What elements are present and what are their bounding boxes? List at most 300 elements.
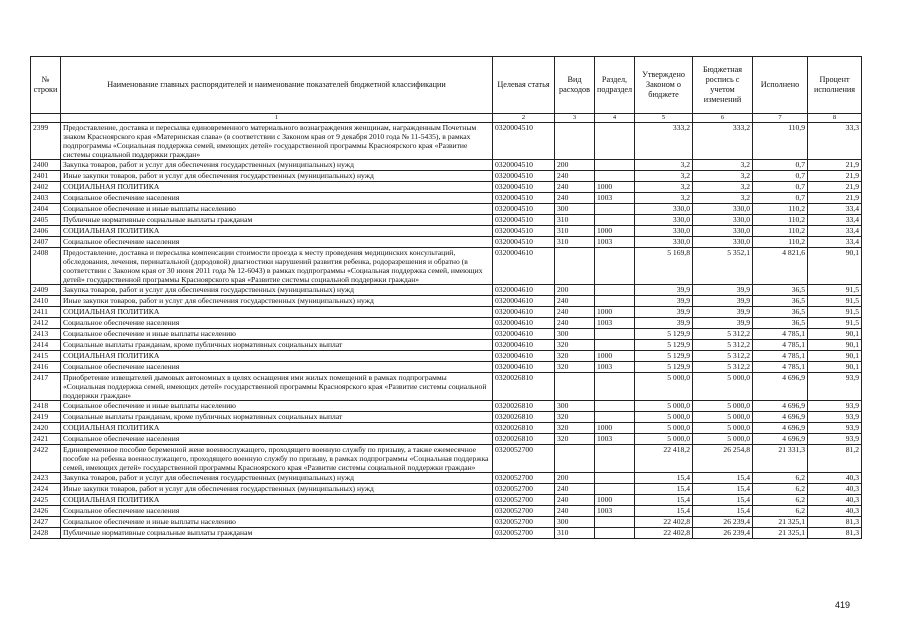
executed-cell: 0,7 (753, 182, 808, 193)
executed-cell: 36,5 (753, 318, 808, 329)
table-row (31, 171, 862, 182)
approved-cell: 3,2 (635, 182, 693, 193)
budget-schedule-cell: 39,9 (693, 296, 753, 307)
budget-schedule-cell: 39,9 (693, 307, 753, 318)
executed-cell: 0,7 (753, 160, 808, 171)
table-row (31, 329, 862, 340)
expense-type-cell: 240 (555, 182, 595, 193)
target-article-cell: 0320026810 (493, 412, 555, 423)
approved-cell: 39,9 (635, 318, 693, 329)
executed-cell: 4 696,9 (753, 373, 808, 401)
section-cell (595, 373, 635, 401)
table-row (31, 517, 862, 528)
section-cell: 1003 (595, 362, 635, 373)
target-article-cell: 0320004510 (493, 193, 555, 204)
page-number: 419 (835, 600, 851, 610)
indicator-name-cell: СОЦИАЛЬНАЯ ПОЛИТИКА (61, 495, 493, 506)
budget-schedule-cell: 330,0 (693, 226, 753, 237)
executed-cell: 6,2 (753, 506, 808, 517)
expense-type-cell: 320 (555, 423, 595, 434)
table-row (31, 296, 862, 307)
execution-percent-cell: 33,4 (808, 226, 862, 237)
row-number-cell: 2418 (31, 401, 61, 412)
section-cell: 1003 (595, 237, 635, 248)
table-row (31, 401, 862, 412)
table-row (31, 373, 862, 401)
indicator-name-cell: Социальное обеспечение и иные выплаты населению (61, 204, 493, 215)
budget-schedule-cell: 5 312,2 (693, 340, 753, 351)
target-article-cell: 0320004610 (493, 296, 555, 307)
row-number-cell: 2409 (31, 285, 61, 296)
approved-cell: 39,9 (635, 296, 693, 307)
budget-table (30, 56, 862, 539)
expense-type-cell: 310 (555, 528, 595, 539)
target-article-cell: 0320004510 (493, 226, 555, 237)
table-row (31, 495, 862, 506)
execution-percent-cell: 40,3 (808, 473, 862, 484)
row-number-cell: 2401 (31, 171, 61, 182)
table-row (31, 412, 862, 423)
budget-schedule-cell: 39,9 (693, 318, 753, 329)
executed-cell: 0,7 (753, 193, 808, 204)
execution-percent-cell: 21,9 (808, 193, 862, 204)
indicator-name-cell: Социальное обеспечение населения (61, 434, 493, 445)
target-article-cell: 0320004610 (493, 285, 555, 296)
row-number-cell: 2400 (31, 160, 61, 171)
table-row (31, 423, 862, 434)
section-cell (595, 123, 635, 160)
table-row (31, 237, 862, 248)
approved-cell: 5 000,0 (635, 434, 693, 445)
header-target-article: Целевая статья (493, 57, 555, 114)
expense-type-cell: 300 (555, 329, 595, 340)
expense-type-cell: 240 (555, 193, 595, 204)
table-row (31, 340, 862, 351)
executed-cell: 4 696,9 (753, 401, 808, 412)
target-article-cell: 0320004510 (493, 123, 555, 160)
section-cell (595, 445, 635, 473)
indicator-name-cell: СОЦИАЛЬНАЯ ПОЛИТИКА (61, 307, 493, 318)
executed-cell: 4 696,9 (753, 412, 808, 423)
row-number-cell: 2405 (31, 215, 61, 226)
table-row (31, 434, 862, 445)
execution-percent-cell: 93,9 (808, 401, 862, 412)
executed-cell: 4 821,6 (753, 248, 808, 285)
section-cell (595, 204, 635, 215)
executed-cell: 36,5 (753, 296, 808, 307)
executed-cell: 0,7 (753, 171, 808, 182)
budget-schedule-cell: 5 312,2 (693, 351, 753, 362)
approved-cell: 15,4 (635, 473, 693, 484)
header-row (31, 57, 862, 114)
approved-cell: 5 129,9 (635, 351, 693, 362)
target-article-cell: 0320026810 (493, 423, 555, 434)
target-article-cell: 0320052700 (493, 495, 555, 506)
target-article-cell: 0320004510 (493, 182, 555, 193)
executed-cell: 110,9 (753, 123, 808, 160)
indicator-name-cell: Иные закупки товаров, работ и услуг для обеспечения государственных (муниципальных) нужд (61, 484, 493, 495)
indicator-name-cell: Публичные нормативные социальные выплаты гражданам (61, 528, 493, 539)
approved-cell: 5 000,0 (635, 412, 693, 423)
section-cell (595, 329, 635, 340)
indicator-name-cell: СОЦИАЛЬНАЯ ПОЛИТИКА (61, 423, 493, 434)
budget-schedule-cell: 5 312,2 (693, 329, 753, 340)
executed-cell: 6,2 (753, 473, 808, 484)
approved-cell: 5 000,0 (635, 423, 693, 434)
indicator-name-cell: Социальные выплаты гражданам, кроме публичных нормативных социальных выплат (61, 340, 493, 351)
execution-percent-cell: 21,9 (808, 171, 862, 182)
section-cell (595, 473, 635, 484)
row-number-cell: 2402 (31, 182, 61, 193)
budget-schedule-cell: 26 239,4 (693, 528, 753, 539)
row-number-cell: 2413 (31, 329, 61, 340)
execution-percent-cell: 91,5 (808, 296, 862, 307)
expense-type-cell: 320 (555, 434, 595, 445)
table-row (31, 484, 862, 495)
section-cell (595, 484, 635, 495)
executed-cell: 110,2 (753, 237, 808, 248)
target-article-cell: 0320004610 (493, 318, 555, 329)
executed-cell: 21 325,1 (753, 528, 808, 539)
section-cell: 1003 (595, 318, 635, 329)
target-article-cell: 0320026810 (493, 401, 555, 412)
table-row (31, 226, 862, 237)
expense-type-cell (555, 445, 595, 473)
column-number: 4 (595, 114, 635, 123)
column-number: 8 (808, 114, 862, 123)
section-cell (595, 160, 635, 171)
indicator-name-cell: Социальные выплаты гражданам, кроме публичных нормативных социальных выплат (61, 412, 493, 423)
column-number-row (31, 114, 862, 123)
execution-percent-cell: 91,5 (808, 318, 862, 329)
budget-schedule-cell: 330,0 (693, 237, 753, 248)
approved-cell: 330,0 (635, 237, 693, 248)
executed-cell: 110,2 (753, 204, 808, 215)
indicator-name-cell: Социальное обеспечение населения (61, 193, 493, 204)
indicator-name-cell: Социальное обеспечение и иные выплаты населению (61, 401, 493, 412)
row-number-cell: 2420 (31, 423, 61, 434)
executed-cell: 21 331,3 (753, 445, 808, 473)
row-number-cell: 2411 (31, 307, 61, 318)
execution-percent-cell: 81,3 (808, 517, 862, 528)
row-number-cell: 2426 (31, 506, 61, 517)
indicator-name-cell: Социальное обеспечение населения (61, 506, 493, 517)
executed-cell: 4 785,1 (753, 329, 808, 340)
indicator-name-cell: СОЦИАЛЬНАЯ ПОЛИТИКА (61, 226, 493, 237)
approved-cell: 15,4 (635, 484, 693, 495)
indicator-name-cell: Иные закупки товаров, работ и услуг для обеспечения государственных (муниципальных) нужд (61, 171, 493, 182)
table-row (31, 204, 862, 215)
execution-percent-cell: 93,9 (808, 373, 862, 401)
approved-cell: 39,9 (635, 307, 693, 318)
indicator-name-cell: Иные закупки товаров, работ и услуг для обеспечения государственных (муниципальных) нужд (61, 296, 493, 307)
approved-cell: 5 129,9 (635, 340, 693, 351)
row-number-cell: 2419 (31, 412, 61, 423)
execution-percent-cell: 93,9 (808, 423, 862, 434)
table-row (31, 506, 862, 517)
row-number-cell: 2415 (31, 351, 61, 362)
indicator-name-cell: Приобретение извещателей дымовых автономных в целях оснащения ими жилых помещений в рамках подпрограммы «Социальная поддержка семей, имеющих детей» государственной программы Красноярского края «Развитие системы социальной поддержки граждан» (61, 373, 493, 401)
table-row (31, 248, 862, 285)
section-cell: 1003 (595, 434, 635, 445)
approved-cell: 5 000,0 (635, 401, 693, 412)
budget-schedule-cell: 3,2 (693, 193, 753, 204)
row-number-cell: 2425 (31, 495, 61, 506)
table-row (31, 362, 862, 373)
approved-cell: 15,4 (635, 495, 693, 506)
row-number-cell: 2399 (31, 123, 61, 160)
executed-cell: 4 785,1 (753, 340, 808, 351)
target-article-cell: 0320052700 (493, 445, 555, 473)
target-article-cell: 0320026810 (493, 373, 555, 401)
section-cell (595, 528, 635, 539)
row-number-cell: 2408 (31, 248, 61, 285)
target-article-cell: 0320052700 (493, 506, 555, 517)
execution-percent-cell: 40,3 (808, 495, 862, 506)
approved-cell: 5 129,9 (635, 329, 693, 340)
budget-schedule-cell: 330,0 (693, 215, 753, 226)
row-number-cell: 2422 (31, 445, 61, 473)
execution-percent-cell: 90,1 (808, 362, 862, 373)
executed-cell: 4 696,9 (753, 423, 808, 434)
budget-schedule-cell: 5 000,0 (693, 373, 753, 401)
executed-cell: 110,2 (753, 215, 808, 226)
execution-percent-cell: 33,4 (808, 204, 862, 215)
table-row (31, 160, 862, 171)
section-cell (595, 517, 635, 528)
target-article-cell: 0320052700 (493, 528, 555, 539)
execution-percent-cell: 33,3 (808, 123, 862, 160)
approved-cell: 3,2 (635, 193, 693, 204)
executed-cell: 6,2 (753, 484, 808, 495)
section-cell: 1003 (595, 193, 635, 204)
row-number-cell: 2421 (31, 434, 61, 445)
row-number-cell: 2406 (31, 226, 61, 237)
expense-type-cell: 200 (555, 473, 595, 484)
row-number-cell: 2428 (31, 528, 61, 539)
execution-percent-cell: 91,5 (808, 285, 862, 296)
header-row-number: № строки (31, 57, 61, 114)
section-cell (595, 215, 635, 226)
budget-schedule-cell: 5 352,1 (693, 248, 753, 285)
row-number-cell: 2414 (31, 340, 61, 351)
indicator-name-cell: Публичные нормативные социальные выплаты гражданам (61, 215, 493, 226)
budget-schedule-cell: 3,2 (693, 171, 753, 182)
approved-cell: 5 169,8 (635, 248, 693, 285)
expense-type-cell (555, 123, 595, 160)
table-row (31, 351, 862, 362)
row-number-cell: 2404 (31, 204, 61, 215)
section-cell (595, 296, 635, 307)
executed-cell: 110,2 (753, 226, 808, 237)
indicator-name-cell: Социальное обеспечение населения (61, 362, 493, 373)
header-expense-type: Вид расходов (555, 57, 595, 114)
target-article-cell: 0320004510 (493, 237, 555, 248)
execution-percent-cell: 40,3 (808, 484, 862, 495)
expense-type-cell: 240 (555, 318, 595, 329)
approved-cell: 5 000,0 (635, 373, 693, 401)
row-number-cell: 2423 (31, 473, 61, 484)
indicator-name-cell: Предоставление, доставка и пересылка единовременного материального вознаграждения женщинам, награжденным Почетным знаком Красноярского края «Материнская слава» (в соответствии с Законом края от 9 декабря 2010 года № 11-5435), в рамках подпрограммы «Социальная поддержка семей, имеющих детей» государственной программы Красноярского края «Развитие системы социальной поддержки граждан» (61, 123, 493, 160)
expense-type-cell: 300 (555, 517, 595, 528)
target-article-cell: 0320004510 (493, 171, 555, 182)
execution-percent-cell: 40,3 (808, 506, 862, 517)
budget-schedule-cell: 333,2 (693, 123, 753, 160)
budget-schedule-cell: 5 000,0 (693, 423, 753, 434)
approved-cell: 15,4 (635, 506, 693, 517)
executed-cell: 36,5 (753, 307, 808, 318)
column-number: 6 (693, 114, 753, 123)
budget-schedule-cell: 3,2 (693, 160, 753, 171)
execution-percent-cell: 21,9 (808, 160, 862, 171)
approved-cell: 333,2 (635, 123, 693, 160)
section-cell: 1000 (595, 182, 635, 193)
row-number-cell: 2410 (31, 296, 61, 307)
execution-percent-cell: 91,5 (808, 307, 862, 318)
table-row (31, 445, 862, 473)
row-number-cell: 2407 (31, 237, 61, 248)
executed-cell: 36,5 (753, 285, 808, 296)
expense-type-cell: 240 (555, 495, 595, 506)
row-number-cell: 2416 (31, 362, 61, 373)
approved-cell: 330,0 (635, 215, 693, 226)
expense-type-cell (555, 248, 595, 285)
column-number: 5 (635, 114, 693, 123)
indicator-name-cell: Закупка товаров, работ и услуг для обеспечения государственных (муниципальных) нужд (61, 160, 493, 171)
header-indicator-name: Наименование главных распорядителей и наименование показателей бюджетной классификации (61, 57, 493, 114)
approved-cell: 22 418,2 (635, 445, 693, 473)
target-article-cell: 0320004510 (493, 215, 555, 226)
target-article-cell: 0320004610 (493, 340, 555, 351)
expense-type-cell: 240 (555, 296, 595, 307)
table-row (31, 473, 862, 484)
section-cell (595, 412, 635, 423)
budget-schedule-cell: 26 239,4 (693, 517, 753, 528)
section-cell (595, 401, 635, 412)
section-cell: 1000 (595, 226, 635, 237)
table-row (31, 182, 862, 193)
target-article-cell: 0320004610 (493, 351, 555, 362)
header-approved: Утверждено Законом о бюджете (635, 57, 693, 114)
budget-schedule-cell: 5 000,0 (693, 434, 753, 445)
execution-percent-cell: 81,2 (808, 445, 862, 473)
expense-type-cell: 310 (555, 237, 595, 248)
section-cell: 1003 (595, 506, 635, 517)
section-cell (595, 285, 635, 296)
expense-type-cell: 240 (555, 307, 595, 318)
executed-cell: 4 785,1 (753, 351, 808, 362)
expense-type-cell: 240 (555, 171, 595, 182)
section-cell: 1000 (595, 307, 635, 318)
indicator-name-cell: СОЦИАЛЬНАЯ ПОЛИТИКА (61, 182, 493, 193)
column-number (31, 114, 61, 123)
section-cell: 1000 (595, 423, 635, 434)
execution-percent-cell: 93,9 (808, 434, 862, 445)
budget-schedule-cell: 15,4 (693, 484, 753, 495)
execution-percent-cell: 90,1 (808, 340, 862, 351)
expense-type-cell: 300 (555, 204, 595, 215)
expense-type-cell (555, 373, 595, 401)
header-section: Раздел, подраздел (595, 57, 635, 114)
target-article-cell: 0320004610 (493, 307, 555, 318)
indicator-name-cell: Социальное обеспечение населения (61, 318, 493, 329)
expense-type-cell: 300 (555, 401, 595, 412)
budget-schedule-cell: 26 254,8 (693, 445, 753, 473)
section-cell (595, 340, 635, 351)
indicator-name-cell: Социальное обеспечение и иные выплаты населению (61, 329, 493, 340)
expense-type-cell: 320 (555, 412, 595, 423)
table-row (31, 528, 862, 539)
expense-type-cell: 320 (555, 351, 595, 362)
budget-schedule-cell: 15,4 (693, 506, 753, 517)
target-article-cell: 0320052700 (493, 473, 555, 484)
executed-cell: 4 785,1 (753, 362, 808, 373)
column-number: 1 (61, 114, 493, 123)
header-executed: Исполнено (753, 57, 808, 114)
target-article-cell: 0320004510 (493, 204, 555, 215)
execution-percent-cell: 33,4 (808, 215, 862, 226)
approved-cell: 330,0 (635, 204, 693, 215)
header-execution-percent: Процент исполнения (808, 57, 862, 114)
table-row (31, 193, 862, 204)
executed-cell: 4 696,9 (753, 434, 808, 445)
row-number-cell: 2403 (31, 193, 61, 204)
indicator-name-cell: Социальное обеспечение и иные выплаты населению (61, 517, 493, 528)
expense-type-cell: 200 (555, 285, 595, 296)
row-number-cell: 2417 (31, 373, 61, 401)
indicator-name-cell: Единовременное пособие беременной жене военнослужащего, проходящего военную службу по призыву, а также ежемесячное пособие на ребенка военнослужащего, проходящего военную службу по призыву, в рамках подпрограммы «Социальная поддержка семей, имеющих детей» государственной программы Красноярского края «Развитие системы социальной поддержки граждан» (61, 445, 493, 473)
executed-cell: 6,2 (753, 495, 808, 506)
target-article-cell: 0320004610 (493, 329, 555, 340)
approved-cell: 22 402,8 (635, 517, 693, 528)
indicator-name-cell: Закупка товаров, работ и услуг для обеспечения государственных (муниципальных) нужд (61, 473, 493, 484)
execution-percent-cell: 21,9 (808, 182, 862, 193)
target-article-cell: 0320026810 (493, 434, 555, 445)
execution-percent-cell: 90,1 (808, 351, 862, 362)
execution-percent-cell: 33,4 (808, 237, 862, 248)
indicator-name-cell: Социальное обеспечение населения (61, 237, 493, 248)
budget-schedule-cell: 3,2 (693, 182, 753, 193)
section-cell (595, 171, 635, 182)
budget-schedule-cell: 5 312,2 (693, 362, 753, 373)
target-article-cell: 0320004610 (493, 362, 555, 373)
expense-type-cell: 320 (555, 340, 595, 351)
table-body (31, 123, 862, 539)
expense-type-cell: 320 (555, 362, 595, 373)
column-number: 2 (493, 114, 555, 123)
approved-cell: 3,2 (635, 160, 693, 171)
executed-cell: 21 325,1 (753, 517, 808, 528)
row-number-cell: 2424 (31, 484, 61, 495)
expense-type-cell: 240 (555, 506, 595, 517)
execution-percent-cell: 81,3 (808, 528, 862, 539)
budget-schedule-cell: 15,4 (693, 495, 753, 506)
table-row (31, 318, 862, 329)
budget-schedule-cell: 15,4 (693, 473, 753, 484)
expense-type-cell: 200 (555, 160, 595, 171)
expense-type-cell: 310 (555, 215, 595, 226)
budget-schedule-cell: 5 000,0 (693, 412, 753, 423)
indicator-name-cell: Предоставление, доставка и пересылка компенсации стоимости проезда к месту проведения медицинских консультаций, обследования, лечения, перинатальной (дородовой) диагностики нарушений развития ребенка, родоразрешения и обратно (в соответствии с Законом края от 30 июня 2011 года № 12-6043) в рамках подпрограммы «Социальная поддержка семей, имеющих детей» государственной программы Красноярского края «Развитие системы социальной поддержки граждан» (61, 248, 493, 285)
indicator-name-cell: Закупка товаров, работ и услуг для обеспечения государственных (муниципальных) нужд (61, 285, 493, 296)
row-number-cell: 2412 (31, 318, 61, 329)
execution-percent-cell: 90,1 (808, 248, 862, 285)
header-budget-schedule: Бюджетная роспись с учетом изменений (693, 57, 753, 114)
budget-schedule-cell: 330,0 (693, 204, 753, 215)
indicator-name-cell: СОЦИАЛЬНАЯ ПОЛИТИКА (61, 351, 493, 362)
approved-cell: 39,9 (635, 285, 693, 296)
expense-type-cell: 310 (555, 226, 595, 237)
